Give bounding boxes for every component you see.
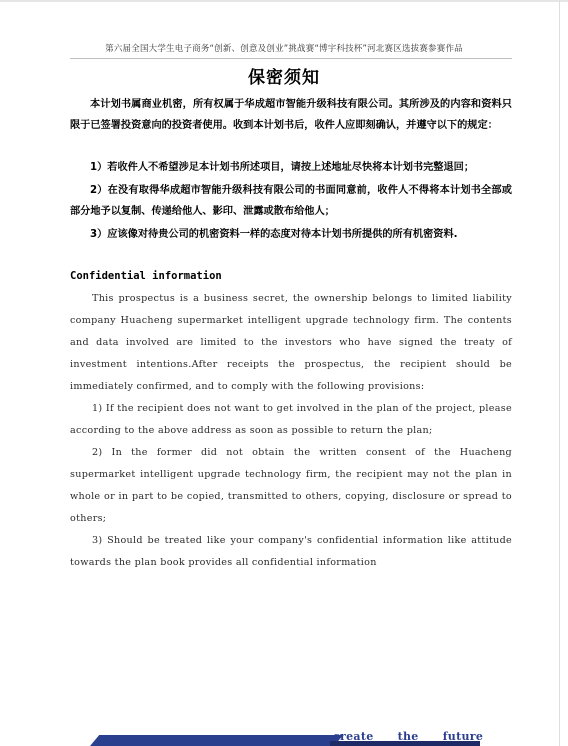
page-top-edge (0, 0, 568, 2)
chinese-provision-1: 1）若收件人不希望涉足本计划书所述项目，请按上述地址尽快将本计划书完整退回； (90, 162, 475, 173)
english-provision-1: 1) If the recipient does not want to get involved in the plan of the project, please according to the above address as soon as possible to return the plan; (70, 403, 512, 436)
running-header: 第六届全国大学生电子商务“创新、创意及创业”挑战赛“博宇科技杯”河北赛区选拔赛参赛作品 (105, 44, 463, 54)
header-divider (70, 58, 512, 59)
footer-slogan: create the future (333, 730, 484, 743)
english-intro-paragraph: This prospectus is a business secret, the ownership belongs to limited liability company Huacheng supermarket intelligent upgrade technology firm. The contents and data involved are limited to the investors who have signed the treaty of investment intentions.After receipts the prospectus, the recipient should be immediately confirmed, and to comply with the following provisions: (70, 293, 512, 392)
chinese-intro-paragraph: 本计划书属商业机密，所有权属于华成超市智能升级科技有限公司。其所涉及的内容和资料只限于已签署投资意向的投资者使用。收到本计划书后，收件人应即刻确认，并遵守以下的规定： (70, 99, 512, 131)
page-right-edge (559, 0, 560, 746)
chinese-provision-2: 2）在没有取得华成超市智能升级科技有限公司的书面同意前，收件人不得将本计划书全部或部分地予以复制、传递给他人、影印、泄露或散布给他人； (70, 185, 512, 217)
page-title: 保密须知 (248, 68, 320, 88)
english-provision-2: 2) In the former did not obtain the written consent of the Huacheng supermarket intelligent upgrade technology firm, the recipient may not the plan in whole or in part to be copied, transmitted to others, copying, disclosure or spread to others; (70, 447, 512, 524)
chinese-provision-3: 3）应该像对待贵公司的机密资料一样的态度对待本计划书所提供的所有机密资料. (90, 229, 458, 240)
english-heading: Confidential information (70, 270, 222, 282)
english-provision-3: 3) Should be treated like your company's confidential information like attitude towards the plan book provides all confidential information (70, 535, 512, 568)
footer-blue-stripe (90, 735, 343, 746)
